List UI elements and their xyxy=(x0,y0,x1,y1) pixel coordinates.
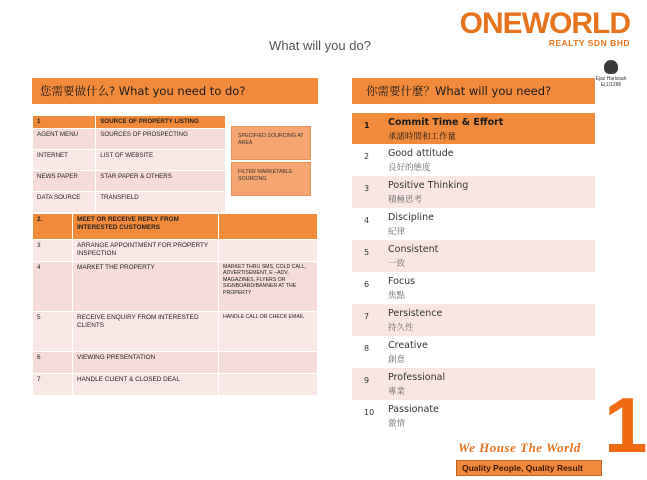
need-number: 1 xyxy=(364,121,370,130)
page-title: What will you do? xyxy=(269,38,371,53)
need-chinese: 承諾時間和工作量 xyxy=(388,132,457,142)
need-number: 7 xyxy=(364,312,370,321)
table-row xyxy=(33,170,226,191)
table-row xyxy=(33,240,318,262)
need-number: 6 xyxy=(364,280,370,289)
listing-cell: DATA SOURCE xyxy=(33,191,96,212)
logo-wordmark: ONEWORLD xyxy=(459,7,630,40)
need-number: 2 xyxy=(364,152,370,161)
listing-cell: TRANSFIELD xyxy=(96,191,226,212)
need-number: 9 xyxy=(364,376,370,385)
need-chinese: 良好的態度 xyxy=(388,163,431,173)
step-number: 6 xyxy=(33,352,73,374)
need-english: Discipline xyxy=(388,212,434,223)
list-item xyxy=(352,272,595,304)
agent-card xyxy=(590,60,632,88)
need-chinese: 專業 xyxy=(388,387,406,397)
list-item xyxy=(352,176,595,208)
list-item xyxy=(352,400,595,432)
step-note xyxy=(219,240,318,262)
table-row xyxy=(33,312,318,352)
need-chinese: 焦點 xyxy=(388,291,406,301)
listing-cell: NEWS PAPER xyxy=(33,170,96,191)
brand-number-graphic: 1 xyxy=(604,381,647,469)
table-row xyxy=(33,352,318,374)
need-english: Commit Time & Effort xyxy=(388,117,504,128)
listing-cell: SOURCES OF PROSPECTING xyxy=(96,128,226,149)
list-item xyxy=(352,336,595,368)
step-note xyxy=(219,374,318,396)
steps-table xyxy=(32,213,318,396)
agent-photo xyxy=(604,60,618,74)
agent-code: E(1)1286 xyxy=(600,82,622,88)
need-number: 3 xyxy=(364,184,370,193)
listing-table xyxy=(32,115,226,213)
logo-subtitle: REALTY SDN BHD xyxy=(548,38,630,48)
list-item xyxy=(352,144,595,176)
list-item xyxy=(352,208,595,240)
need-chinese: 創意 xyxy=(388,355,406,365)
need-english: Good attitude xyxy=(388,148,454,159)
list-item xyxy=(352,113,595,144)
listing-cell: INTERNET xyxy=(33,149,96,170)
step-number: 3 xyxy=(33,240,73,262)
step-text: HANDLE CLIENT & CLOSED DEAL xyxy=(73,374,219,396)
sourcing-note-box: SPECIFIED SOURCING AT AREA xyxy=(231,126,311,160)
step-number: 5 xyxy=(33,312,73,352)
list-item xyxy=(352,304,595,336)
need-number: 5 xyxy=(364,248,370,257)
step-number: 7 xyxy=(33,374,73,396)
table-row xyxy=(33,214,318,240)
need-number: 4 xyxy=(364,216,370,225)
listing-cell: STAR PAPER & OTHERS xyxy=(96,170,226,191)
step-number: 2. xyxy=(33,214,73,240)
need-number: 8 xyxy=(364,344,370,353)
filter-note-box: FILTER MARKETABLE SOURCING xyxy=(231,162,311,196)
listing-cell: LIST OF WEBSITE xyxy=(96,149,226,170)
agent-name: Ejaz Harissah xyxy=(595,76,627,82)
quality-banner: Quality People, Quality Result xyxy=(456,460,602,476)
list-item xyxy=(352,240,595,272)
left-section-header: 您需要做什么? What you need to do? xyxy=(32,78,318,104)
step-text: ARRANGE APPOINTMENT FOR PROPERTY INSPECTION xyxy=(73,240,219,262)
step-text: MARKET THE PROPERTY xyxy=(73,262,219,312)
table-row xyxy=(33,191,226,212)
step-text: VIEWING PRESENTATION xyxy=(73,352,219,374)
need-english: Persistence xyxy=(388,308,443,319)
table-row xyxy=(33,262,318,312)
table-row xyxy=(33,374,318,396)
table-row xyxy=(33,116,226,129)
need-english: Focus xyxy=(388,276,416,287)
need-chinese: 積極思考 xyxy=(388,195,423,205)
table-row xyxy=(33,128,226,149)
step-number: 4 xyxy=(33,262,73,312)
need-english: Professional xyxy=(388,372,446,383)
step-note: HANDLE CALL OR CHECK EMAIL xyxy=(219,312,318,352)
listing-cell: AGENT MENU xyxy=(33,128,96,149)
need-english: Creative xyxy=(388,340,428,351)
need-chinese: 持久性 xyxy=(388,323,414,333)
step-text: RECEIVE ENQUIRY FROM INTERESTED CLIENTS xyxy=(73,312,219,352)
brand-tagline: We House The World xyxy=(458,440,581,455)
need-chinese: 激情 xyxy=(388,419,406,429)
need-chinese: 一致 xyxy=(388,259,406,269)
right-section-header: 你需要什麼？What will you need? xyxy=(352,78,595,104)
step-text: MEET OR RECEIVE REPLY FROM INTERESTED CUSTOMERS xyxy=(73,214,219,240)
need-english: Positive Thinking xyxy=(388,180,469,191)
list-item xyxy=(352,368,595,400)
need-english: Passionate xyxy=(388,404,439,415)
need-number: 10 xyxy=(364,408,375,417)
need-english: Consistent xyxy=(388,244,439,255)
step-note xyxy=(219,352,318,374)
step-note xyxy=(219,214,318,240)
listing-heading: SOURCE OF PROPERTY LISTING xyxy=(96,116,226,129)
needs-list xyxy=(352,113,595,432)
need-chinese: 紀律 xyxy=(388,227,406,237)
listing-number: 1 xyxy=(33,116,96,129)
step-note: MARKET THRU SMS, COLD CALL, ADVERTISEMENT, E –ADV, MAGAZINES, FLYERS OR SIGNBOARD/BANNER AT THE PROPERTY xyxy=(219,262,318,312)
table-row xyxy=(33,149,226,170)
